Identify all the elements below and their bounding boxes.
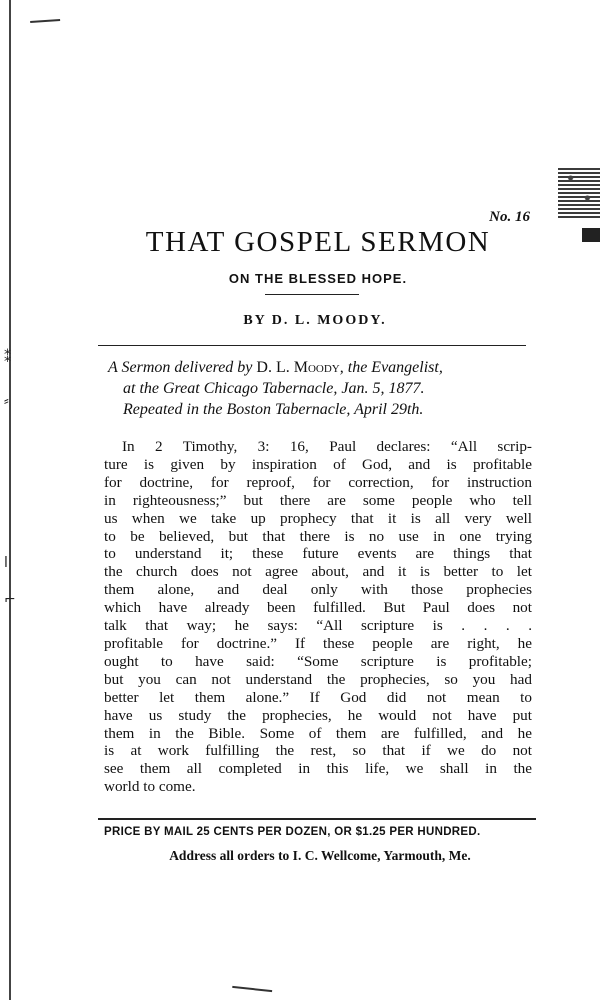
- body-line: for doctrine, for reproof, for correction, for instruction: [104, 473, 532, 491]
- intro-line: at the Great Chicago Tabernacle, Jan. 5, 1877.: [123, 380, 425, 397]
- body-line: which have already been fulfilled. But Paul does not: [104, 599, 532, 617]
- author-name: D. L. Moody: [256, 359, 340, 376]
- edge-blot: [558, 168, 600, 218]
- margin-mark: ⌐: [4, 592, 16, 608]
- body-line: ture is given by inspiration of God, and is profitable: [104, 455, 532, 473]
- body-line: in righteousness;” but there are some people who tell: [104, 491, 532, 509]
- intro-line: [108, 357, 538, 378]
- document-subtitle: ON THE BLESSED HOPE.: [228, 271, 408, 286]
- divider-rule: [265, 294, 359, 295]
- margin-mark: ⸗: [4, 393, 9, 409]
- margin-mark: ꞁ: [4, 552, 8, 568]
- body-line: them alone, and deal only with those prophecies: [104, 581, 532, 599]
- document-title: THAT GOSPEL SERMON: [145, 226, 491, 258]
- body-line: the church does not agree about, and it is better to let: [104, 563, 532, 581]
- body-line: talk that way; he says: “All scripture is . . . .: [104, 617, 532, 635]
- divider-rule: [98, 818, 536, 820]
- body-line: is at work fulfilling the rest, so that if we do not: [104, 742, 532, 760]
- body-line: better let them alone.” If God did not mean to: [104, 688, 532, 706]
- author-byline: BY D. L. MOODY.: [243, 313, 387, 328]
- price-notice: PRICE BY MAIL 25 CENTS PER DOZEN, OR $1.25 PER HUNDRED.: [104, 826, 481, 838]
- body-line: but you can not understand the prophecies, so you had: [104, 670, 532, 688]
- tract-number: No. 16: [489, 209, 530, 225]
- body-line: world to come.: [104, 778, 196, 796]
- body-line: us when we take up prophecy that it is all very well: [104, 509, 532, 527]
- order-address: Address all orders to I. C. Wellcome, Yarmouth, Me.: [169, 848, 471, 863]
- body-line: to be believed, but that there is no use in one trying: [104, 527, 532, 545]
- body-line: to understand it; these future events are things that: [104, 545, 532, 563]
- intro-text: , the Evangelist,: [339, 359, 443, 376]
- body-line: In 2 Timothy, 3: 16, Paul declares: “All scrip-: [122, 438, 532, 455]
- scan-mark: [232, 986, 272, 996]
- scan-mark: [30, 15, 60, 23]
- body-line: profitable for doctrine.” If these people are right, he: [104, 634, 532, 652]
- body-line: have us study the prophecies, he would not have put: [104, 706, 532, 724]
- margin-mark: ⁑: [4, 350, 11, 366]
- body-line: see them all completed in this life, we shall in the: [104, 760, 532, 778]
- sermon-body: [104, 438, 532, 796]
- intro-text: A Sermon delivered by: [108, 359, 257, 376]
- body-line: them in the Bible. Some of them are fulfilled, and he: [104, 724, 532, 742]
- sermon-intro: [108, 357, 538, 420]
- divider-rule: [98, 345, 526, 346]
- intro-line: Repeated in the Boston Tabernacle, April 29th.: [123, 401, 424, 418]
- body-line: ought to have said: “Some scripture is profitable;: [104, 652, 532, 670]
